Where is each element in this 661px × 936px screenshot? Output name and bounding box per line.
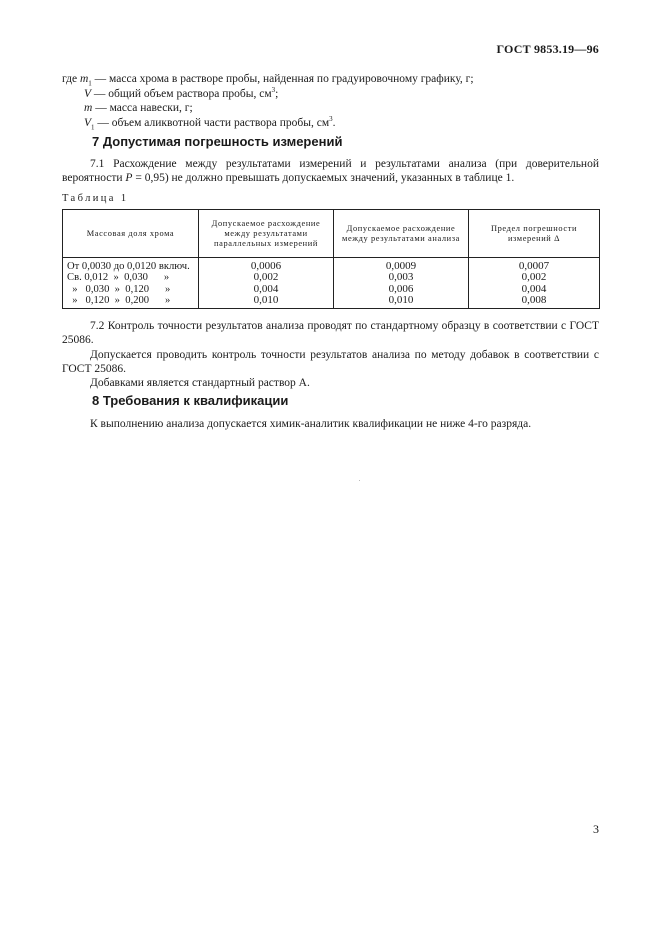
legend-text: — объем аликвотной части раствора пробы, см xyxy=(94,116,330,129)
p1-part-b: = 0,95) не должно превышать допускаемых значений, указанных в таблице 1. xyxy=(132,172,515,185)
table-row xyxy=(63,258,600,273)
table-cell: » 0,120 » 0,200 » xyxy=(63,295,199,309)
table-cell: 0,008 xyxy=(469,295,600,309)
paragraph-standard-solution: Добавками является стандартный раствор А. xyxy=(90,377,310,390)
scan-speck xyxy=(359,480,360,481)
section-7-heading: 7 Допустимая погрешность измерений xyxy=(92,134,343,149)
legend-text: — общий объем раствора пробы, см xyxy=(91,87,272,100)
table-cell: 0,010 xyxy=(199,295,334,309)
table-cell: От 0,0030 до 0,0120 включ. xyxy=(63,258,199,273)
tolerance-table xyxy=(62,209,600,309)
table-header-cell: Предел погрешности измерений Δ xyxy=(469,210,600,258)
legend-sub: 1 xyxy=(91,122,95,131)
legend-item-m1 xyxy=(62,72,474,87)
table-cell: 0,004 xyxy=(199,284,334,295)
table-cell: 0,010 xyxy=(334,295,469,309)
legend-item-v xyxy=(62,87,474,102)
legend-text: — масса навески, г; xyxy=(92,102,193,114)
paragraph-7-2: 7.2 Контроль точности результатов анализа проводят по стандартному образцу в соответствии с ГОСТ 25086. xyxy=(62,320,599,347)
table-row xyxy=(63,284,600,295)
table-cell: 0,002 xyxy=(469,272,600,283)
table-cell: 0,0006 xyxy=(199,258,334,273)
legend-lead: где xyxy=(62,73,78,85)
legend-symbol: V xyxy=(84,87,92,100)
legend-tail: . xyxy=(332,116,336,129)
legend-item-m xyxy=(62,101,474,116)
table-cell: 0,002 xyxy=(199,272,334,283)
legend-tail: ; xyxy=(275,87,279,100)
section-8-text: К выполнению анализа допускается химик-аналитик квалификации не ниже 4-го разряда. xyxy=(90,418,532,430)
p1-symbol: P xyxy=(125,172,133,185)
legend-sup: 3 xyxy=(271,85,276,94)
table-header-row xyxy=(63,210,600,258)
legend-item-v1 xyxy=(62,116,474,131)
table-header-cell: Допускаемое расхождение между результатами анализа xyxy=(334,210,469,258)
table-row xyxy=(63,272,600,283)
paragraph-additions-method: Допускается проводить контроль точности результатов анализа по методу добавок в соответствии с ГОСТ 25086. xyxy=(62,348,599,375)
table-label: Таблица 1 xyxy=(62,193,129,204)
table-header-cell: Допускаемое расхождение между результатами параллельных измерений xyxy=(199,210,334,258)
table-header-cell: Массовая доля хрома xyxy=(63,210,199,258)
legend-text: — масса хрома в растворе пробы, найденная по градуировочному графику, г; xyxy=(91,73,474,85)
legend-symbol: m xyxy=(79,73,89,85)
standard-code: ГОСТ 9853.19—96 xyxy=(496,42,599,56)
section-8-paragraph xyxy=(62,417,599,431)
table-cell: 0,004 xyxy=(469,284,600,295)
table-cell: » 0,030 » 0,120 » xyxy=(63,284,199,295)
section-8-heading: 8 Требования к квалификации xyxy=(92,393,289,408)
table-cell: 0,0007 xyxy=(469,258,600,273)
table-cell: 0,003 xyxy=(334,272,469,283)
page-number: 3 xyxy=(593,822,599,836)
formula-legend xyxy=(62,72,474,130)
table-row xyxy=(63,295,600,309)
table-cell: 0,006 xyxy=(334,284,469,295)
section-7-paragraph-1 xyxy=(62,157,599,186)
p1-part-a: 7.1 Расхождение между результатами измерений и результатами анализа (при доверительной вероятности xyxy=(62,158,599,185)
legend-symbol: m xyxy=(84,102,93,114)
table-cell: Св. 0,012 » 0,030 » xyxy=(63,272,199,283)
table-cell: 0,0009 xyxy=(334,258,469,273)
section-7-continued xyxy=(62,319,599,390)
legend-sup: 3 xyxy=(329,114,333,123)
legend-symbol: V xyxy=(84,116,92,129)
legend-sub: 1 xyxy=(88,79,92,88)
